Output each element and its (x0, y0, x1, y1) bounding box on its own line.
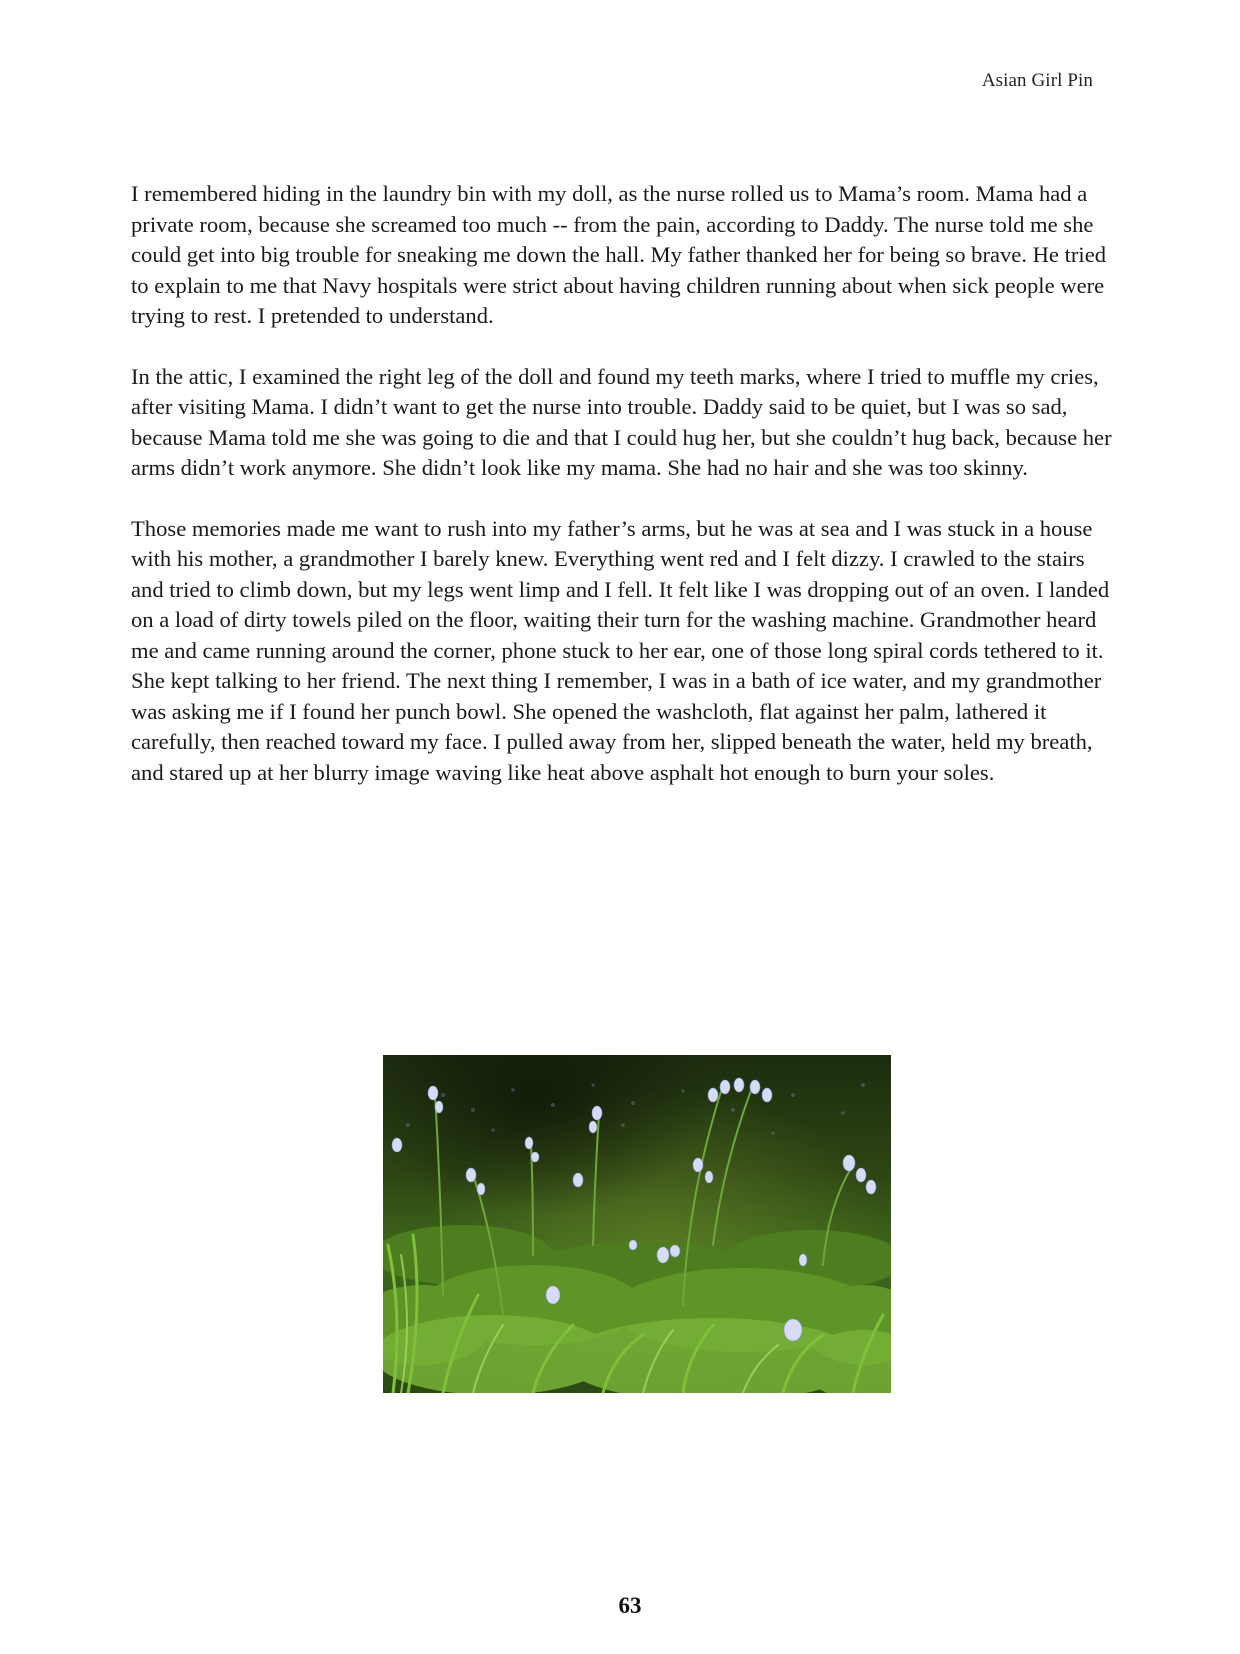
paragraph: In the attic, I examined the right leg of the doll and found my teeth marks, where I tried to muffle my cries, after visiting Mama. I didn’t want to get the nurse into trouble. Daddy said to be quiet, but I was so sad, because Mama told me she was going to die and that I could hug her, but she couldn’t hug back, because her arms didn’t work anymore. She didn’t look like my mama. She had no hair and she was too skinny. (131, 363, 1112, 480)
paragraph: Those memories made me want to rush into my father’s arms, but he was at sea and I was stuck in a house with his mother, a grandmother I barely knew. Everything went red and I felt dizzy. I crawled to the stairs and tried to climb down, but my legs went limp and I fell. It felt like I was dropping out of an oven. I landed on a load of dirty towels piled on the floor, waiting their turn for the washing machine. Grandmother heard me and came running around the corner, phone stuck to her ear, one of those long spiral cords tethered to it. She kept talking to her friend. The next thing I remember, I was in a bath of ice water, and my grandmother was asking me if I found her punch bowl. She opened the washcloth, flat against her palm, lathered it carefully, then reached toward my face. I pulled away from her, slipped beneath the water, held my breath, and stared up at her blurry image waving like heat above asphalt hot enough to burn your soles. (131, 515, 1110, 785)
chapter-body (131, 179, 1116, 818)
bluebells-photo (383, 1055, 891, 1393)
running-header: Asian Girl Pin (981, 70, 1093, 91)
paragraph: I remembered hiding in the laundry bin with my doll, as the nurse rolled us to Mama’s room. Mama had a private room, because she screamed too much -- from the pain, according to Daddy. The nurse told me she could get into big trouble for sneaking me down the hall. My father thanked her for being so brave. He tried to explain to me that Navy hospitals were strict about having children running about when sick people were trying to rest. I pretended to understand. (131, 181, 1107, 328)
page-number: 63 (618, 1593, 642, 1618)
